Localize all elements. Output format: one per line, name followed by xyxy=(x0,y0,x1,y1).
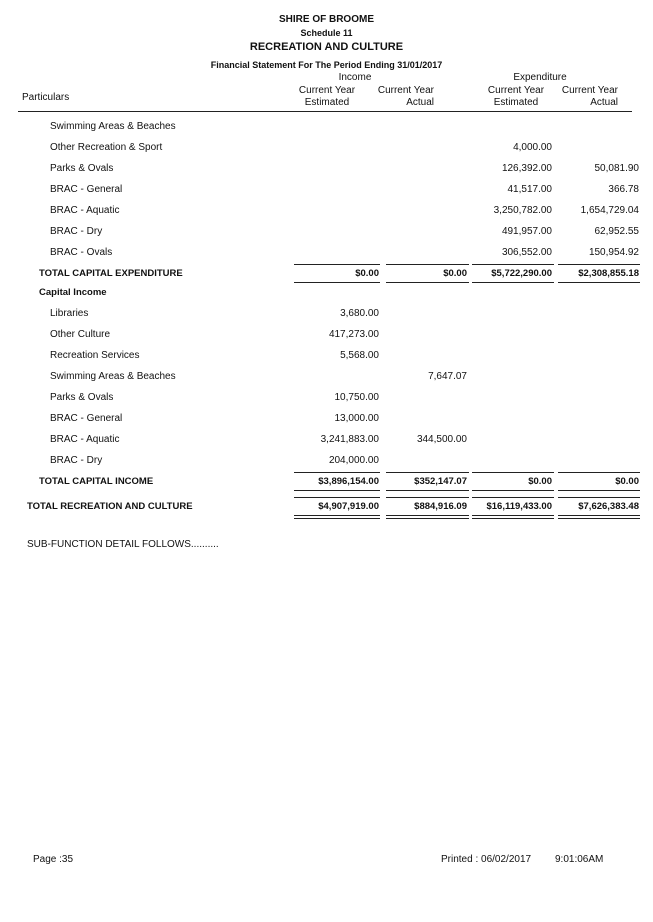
row-value: $884,916.09 xyxy=(414,501,467,512)
row-value: 417,273.00 xyxy=(328,329,379,340)
total-double-rule xyxy=(294,518,380,519)
row-label: BRAC - Aquatic xyxy=(50,434,120,445)
total-label: TOTAL RECREATION AND CULTURE xyxy=(27,501,193,512)
total-top-rule xyxy=(386,497,469,498)
row-value: $7,626,383.48 xyxy=(578,501,639,512)
printed-date: Printed : 06/02/2017 xyxy=(441,854,532,865)
total-bottom-rule xyxy=(558,282,640,283)
row-label: Parks & Ovals xyxy=(50,392,114,403)
sub-function-note: SUB-FUNCTION DETAIL FOLLOWS.......... xyxy=(27,539,219,550)
header-line: Current Year xyxy=(487,85,545,96)
total-label: TOTAL CAPITAL EXPENDITURE xyxy=(39,268,183,279)
row-label: BRAC - General xyxy=(50,184,123,195)
row-value: $5,722,290.00 xyxy=(491,268,552,279)
row-value: 41,517.00 xyxy=(507,184,552,195)
total-bottom-rule xyxy=(558,515,640,516)
row-label: Swimming Areas & Beaches xyxy=(50,121,176,132)
income-group-header: Income xyxy=(338,72,372,83)
row-value: 491,957.00 xyxy=(501,226,552,237)
total-top-rule xyxy=(472,497,554,498)
row-value: 5,568.00 xyxy=(340,350,379,361)
row-value: $0.00 xyxy=(443,268,467,279)
row-value: 126,392.00 xyxy=(501,163,552,174)
total-top-rule xyxy=(558,472,640,473)
row-value: 1,654,729.04 xyxy=(580,205,639,216)
row-value: $0.00 xyxy=(528,476,552,487)
period-label: Financial Statement For The Period Ending 31/01/2017 xyxy=(210,60,443,70)
total-bottom-rule xyxy=(472,282,554,283)
total-bottom-rule xyxy=(294,515,380,516)
expenditure-group-header: Expenditure xyxy=(513,72,567,83)
row-label: BRAC - Aquatic xyxy=(50,205,120,216)
row-label: Other Recreation & Sport xyxy=(50,142,163,153)
row-value: 3,241,883.00 xyxy=(320,434,379,445)
income-estimated-header xyxy=(285,85,369,109)
header-line: Actual xyxy=(406,97,434,108)
row-label: Other Culture xyxy=(50,329,111,340)
row-label: BRAC - Dry xyxy=(50,455,103,466)
row-label: BRAC - General xyxy=(50,413,123,424)
row-value: 50,081.90 xyxy=(594,163,639,174)
row-value: 7,647.07 xyxy=(428,371,467,382)
schedule-label: Schedule 11 xyxy=(300,28,353,38)
total-top-rule xyxy=(386,472,469,473)
row-value: 366.78 xyxy=(608,184,639,195)
expenditure-actual-header xyxy=(552,85,618,109)
row-label: Parks & Ovals xyxy=(50,163,114,174)
total-bottom-rule xyxy=(386,282,469,283)
row-label: Recreation Services xyxy=(50,350,140,361)
header-line: Estimated xyxy=(493,97,539,108)
total-double-rule xyxy=(386,518,469,519)
row-value: 4,000.00 xyxy=(513,142,552,153)
row-value: 204,000.00 xyxy=(328,455,379,466)
page-number: Page :35 xyxy=(33,854,74,865)
total-top-rule xyxy=(558,264,640,265)
row-value: $0.00 xyxy=(355,268,379,279)
row-value: $2,308,855.18 xyxy=(578,268,639,279)
total-double-rule xyxy=(558,518,640,519)
row-value: 306,552.00 xyxy=(501,247,552,258)
total-top-rule xyxy=(294,264,380,265)
row-value: 3,250,782.00 xyxy=(493,205,552,216)
total-double-rule xyxy=(472,518,554,519)
page-title: RECREATION AND CULTURE xyxy=(249,41,404,53)
printed-time: 9:01:06AM xyxy=(555,854,604,865)
header-line: Actual xyxy=(590,97,618,108)
header-line: Estimated xyxy=(304,97,350,108)
row-value: 10,750.00 xyxy=(334,392,379,403)
total-bottom-rule xyxy=(294,282,380,283)
total-label: TOTAL CAPITAL INCOME xyxy=(39,476,154,487)
row-value: 62,952.55 xyxy=(594,226,639,237)
row-value: 13,000.00 xyxy=(334,413,379,424)
total-top-rule xyxy=(386,264,469,265)
total-bottom-rule xyxy=(386,515,469,516)
total-bottom-rule xyxy=(386,490,469,491)
total-bottom-rule xyxy=(558,490,640,491)
row-value: 150,954.92 xyxy=(588,247,639,258)
total-bottom-rule xyxy=(294,490,380,491)
row-label: BRAC - Ovals xyxy=(50,247,113,258)
header-rule xyxy=(18,111,632,112)
expenditure-estimated-header xyxy=(474,85,558,109)
total-top-rule xyxy=(558,497,640,498)
total-bottom-rule xyxy=(472,515,554,516)
row-value: 344,500.00 xyxy=(416,434,467,445)
org-name: SHIRE OF BROOME xyxy=(278,14,374,25)
income-actual-header xyxy=(370,85,434,109)
header-line: Current Year xyxy=(298,85,356,96)
row-value: $0.00 xyxy=(615,476,639,487)
row-label: Swimming Areas & Beaches xyxy=(50,371,176,382)
total-bottom-rule xyxy=(472,490,554,491)
row-value: $16,119,433.00 xyxy=(486,501,552,512)
section-heading: Capital Income xyxy=(39,287,107,298)
total-top-rule xyxy=(294,472,380,473)
particulars-header: Particulars xyxy=(22,92,70,103)
row-value: $352,147.07 xyxy=(414,476,467,487)
total-top-rule xyxy=(294,497,380,498)
row-label: Libraries xyxy=(50,308,89,319)
row-value: 3,680.00 xyxy=(340,308,379,319)
row-label: BRAC - Dry xyxy=(50,226,103,237)
header-line: Current Year xyxy=(377,85,434,96)
total-top-rule xyxy=(472,472,554,473)
row-value: $4,907,919.00 xyxy=(318,501,379,512)
total-top-rule xyxy=(472,264,554,265)
header-line: Current Year xyxy=(561,85,618,96)
row-value: $3,896,154.00 xyxy=(318,476,379,487)
